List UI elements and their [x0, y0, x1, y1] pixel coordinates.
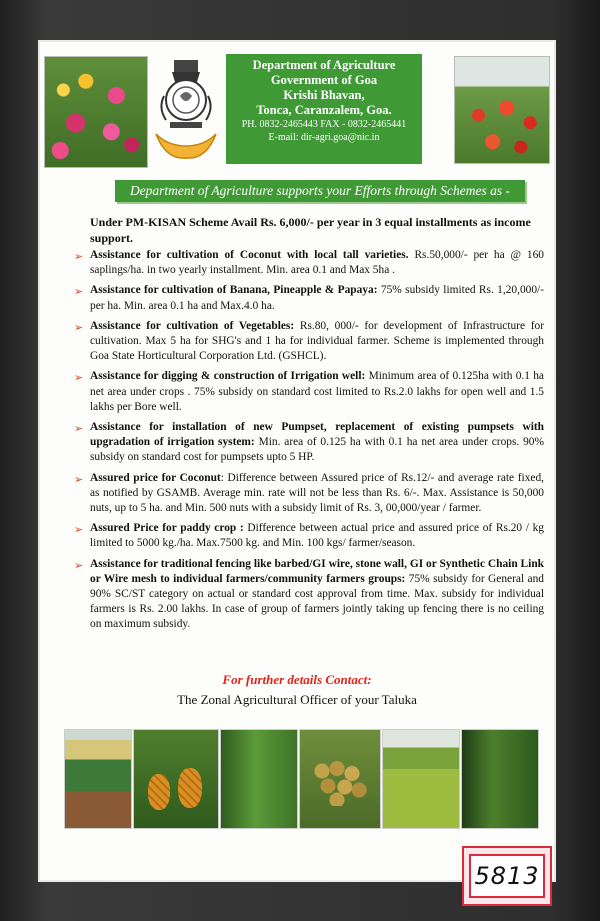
arrow-bullet-icon: ➢ [74, 558, 84, 572]
contact-heading: For further details Contact: [222, 672, 372, 687]
banana-photo [220, 729, 298, 829]
scheme-title: Assured price for Coconut [90, 471, 221, 484]
email-address: E-mail: dir-agri.goa@nic.in [268, 132, 380, 143]
arrow-bullet-icon: ➢ [74, 472, 84, 486]
schemes-banner: Department of Agriculture supports your Efforts through Schemes as - [115, 180, 525, 202]
scheme-text: Minimum area of 0.125ha with 0.1 ha net area under crops . 75% subsidy on standard cost limited to Rs.2.0 lakhs for open well and 1.5 lakhs per Bore well. [90, 370, 544, 413]
scheme-text: 75% subsidy for General and 90% SC/ST category on actual or standard cost approval from time. Max. subsidy for individual farmers is Rs. 2.00 lakhs. In case of group of farmers jointly taking up fencing there is no ceiling on maximum subsidy. [90, 572, 544, 631]
pineapple-photo [133, 729, 219, 829]
arrow-bullet-icon: ➢ [74, 371, 84, 385]
scheme-text: 75% subsidy limited Rs. 1,20,000/-per ha. Min. area 0.1 ha and Max.4.0 ha. [90, 284, 544, 312]
scheme-text: Difference between actual price and assured price of Rs.20 / kg limited to 5000 kg./ha. Max.7500 kg. and Min. 100 kgs/ farmer/season. [90, 522, 544, 550]
page-number-stamp [462, 846, 552, 906]
scheme-title: Assistance for cultivation of Banana, Pineapple & Papaya: [90, 284, 378, 297]
scheme-title: Assistance for traditional fencing like barbed/GI wire, stone wall, GI or Synthetic Chain Link or Wire mesh to individual farmers/community farmers groups: [90, 557, 544, 585]
pm-kisan-intro: Under PM-KISAN Scheme Avail Rs. 6,000/- per year in 3 equal installments as income support. [90, 215, 531, 245]
stamp-number: 5813 [469, 854, 545, 898]
govt-name: Government of Goa [270, 73, 378, 87]
flowers-photo-left [44, 56, 148, 168]
scheme-item [74, 319, 544, 365]
leaflet-page [40, 42, 554, 880]
contact-officer: The Zonal Agricultural Officer of your Taluka [177, 692, 417, 707]
arrow-bullet-icon: ➢ [74, 422, 84, 436]
scheme-title: Assistance for installation of new Pumpset, replacement of existing pumpsets with upgradation of irrigation system: [90, 421, 544, 449]
arrow-bullet-icon: ➢ [74, 320, 84, 334]
schemes-content [74, 214, 544, 638]
arrow-bullet-icon: ➢ [74, 285, 84, 299]
phone-fax: PH. 0832-2465443 FAX - 0832-2465441 [241, 119, 407, 130]
coconut-cluster [310, 756, 370, 806]
polyhouse-photo [64, 729, 132, 829]
office-address: Tonca, Caranzalem, Goa. [256, 103, 392, 117]
scheme-item [74, 557, 544, 633]
scheme-title: Assistance for cultivation of Coconut with local tall varieties. [90, 249, 409, 261]
scheme-item [74, 248, 544, 278]
office-name: Krishi Bhavan, [283, 88, 365, 102]
scheme-item [74, 283, 544, 313]
scheme-title: Assistance for cultivation of Vegetables: [90, 319, 295, 332]
arrow-bullet-icon: ➢ [74, 250, 84, 263]
greenhouse-flowers-photo [454, 56, 550, 164]
scheme-text: Rs.80, 000/- for development of Infrastructure for cultivation. Max 5 ha for SHG's and 1 ha for individual farmer. Scheme is implemented through Goa State Horticultural Corporation Ltd. (GSHCL). [90, 319, 544, 363]
scheme-text: Min. area of 0.125 ha with 0.1 ha net area under crops. 90% subsidy on standard cost for pumpsets upto 5 HP. [90, 436, 544, 464]
paddy-field-photo [382, 729, 460, 829]
scheme-text: : Difference between Assured price of Rs.12/- and average rate fixed, as notified by GSAMB. Average min. rate will not be less than Rs. 6/-. Max. Assistance is 50,000 nuts, up to 5 ha. and Min. 500 nuts with a subsidy limit of Rs. 3, 00,000/year / farmer. [90, 471, 544, 515]
coconut-bunch-photo [299, 729, 381, 829]
scheme-item [74, 420, 544, 466]
arrow-bullet-icon: ➢ [74, 523, 84, 537]
scheme-text: Rs.50,000/- per ha @ 160 saplings/ha. in two yearly installment. Min. area 0.1 and Max 5ha . [90, 249, 544, 277]
scheme-item [74, 521, 544, 551]
scheme-title: Assistance for digging & construction of Irrigation well: [90, 370, 366, 383]
goa-emblem-icon [150, 56, 222, 166]
pineapple-fruit [148, 774, 170, 810]
department-header-box [226, 54, 422, 164]
scheme-item [74, 471, 544, 517]
scheme-title: Assured Price for paddy crop : [90, 522, 244, 535]
pineapple-fruit [178, 768, 202, 808]
scheme-item [74, 369, 544, 415]
sugarcane-photo [461, 729, 539, 829]
dept-name: Department of Agriculture [252, 58, 396, 72]
